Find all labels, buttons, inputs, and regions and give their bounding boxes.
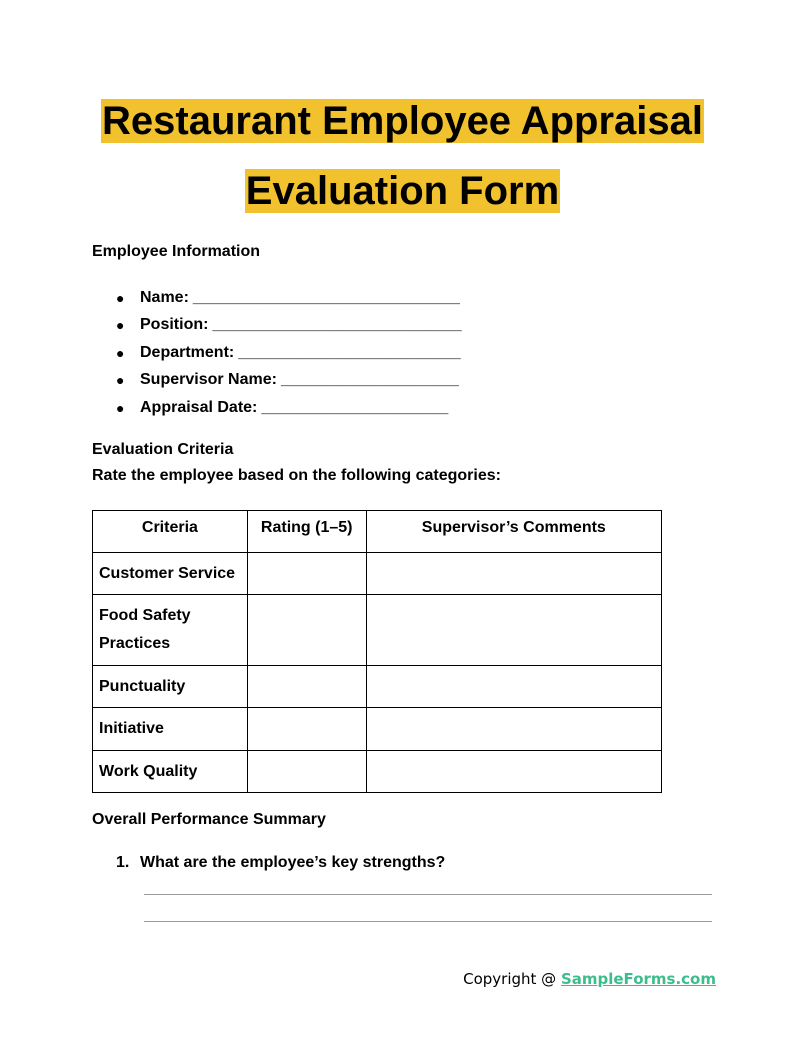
comments-cell[interactable] [366,666,661,708]
summary-heading: Overall Performance Summary [92,811,326,828]
employee-info-heading: Employee Information [92,243,261,260]
table-header-row [93,511,662,553]
field-supervisor-name[interactable] [116,367,462,395]
field-blank: ____________________ [280,371,459,389]
column-header-rating: Rating (1–5) [247,511,366,553]
column-header-criteria: Criteria [93,511,248,553]
rating-cell[interactable] [247,751,366,793]
field-position[interactable] [116,312,462,340]
criteria-cell: Food Safety Practices [93,595,248,666]
page-title [0,86,805,226]
evaluation-table [92,510,662,793]
criteria-cell: Work Quality [93,751,248,793]
bullet-icon: ● [116,399,125,416]
field-department[interactable] [116,339,462,367]
bullet-icon: ● [116,372,125,389]
criteria-cell: Punctuality [93,666,248,708]
field-blank: ______________________________ [192,288,460,306]
evaluation-heading: Evaluation Criteria [92,441,234,458]
title-line-2: Evaluation Form [245,169,560,213]
copyright-footer [463,970,716,988]
table-row [93,751,662,793]
rating-cell[interactable] [247,708,366,751]
field-blank: ____________________________ [212,316,462,334]
answer-line[interactable] [144,894,712,895]
answer-line[interactable] [144,921,712,922]
comments-cell[interactable] [366,708,661,751]
field-blank: _________________________ [238,343,461,361]
table-row [93,553,662,595]
bullet-icon: ● [116,317,125,334]
rating-cell[interactable] [247,553,366,595]
bullet-icon: ● [116,289,125,306]
comments-cell[interactable] [366,595,661,666]
table-row [93,708,662,751]
rating-cell[interactable] [247,666,366,708]
table-row [93,595,662,666]
bullet-icon: ● [116,344,125,361]
employee-info-list [116,284,462,422]
copyright-text: Copyright @ [463,970,561,988]
question-text: What are the employee’s key strengths? [140,854,446,871]
comments-cell[interactable] [366,553,661,595]
criteria-cell: Initiative [93,708,248,751]
column-header-comments: Supervisor’s Comments [366,511,661,553]
field-appraisal-date[interactable] [116,394,462,422]
field-blank: _____________________ [261,398,449,416]
field-name[interactable] [116,284,462,312]
field-label: Appraisal Date: [140,398,258,416]
question-number: 1. [116,854,130,871]
table-row [93,666,662,708]
evaluation-instruction: Rate the employee based on the following categories: [92,467,501,484]
field-label: Name: [140,288,189,306]
question-item [116,854,445,872]
sampleforms-link[interactable]: SampleForms.com [560,970,716,988]
title-line-1: Restaurant Employee Appraisal [102,99,703,143]
criteria-cell: Customer Service [93,553,248,595]
field-label: Position: [140,316,209,334]
comments-cell[interactable] [366,751,661,793]
field-label: Department: [140,343,235,361]
rating-cell[interactable] [247,595,366,666]
field-label: Supervisor Name: [140,371,277,389]
